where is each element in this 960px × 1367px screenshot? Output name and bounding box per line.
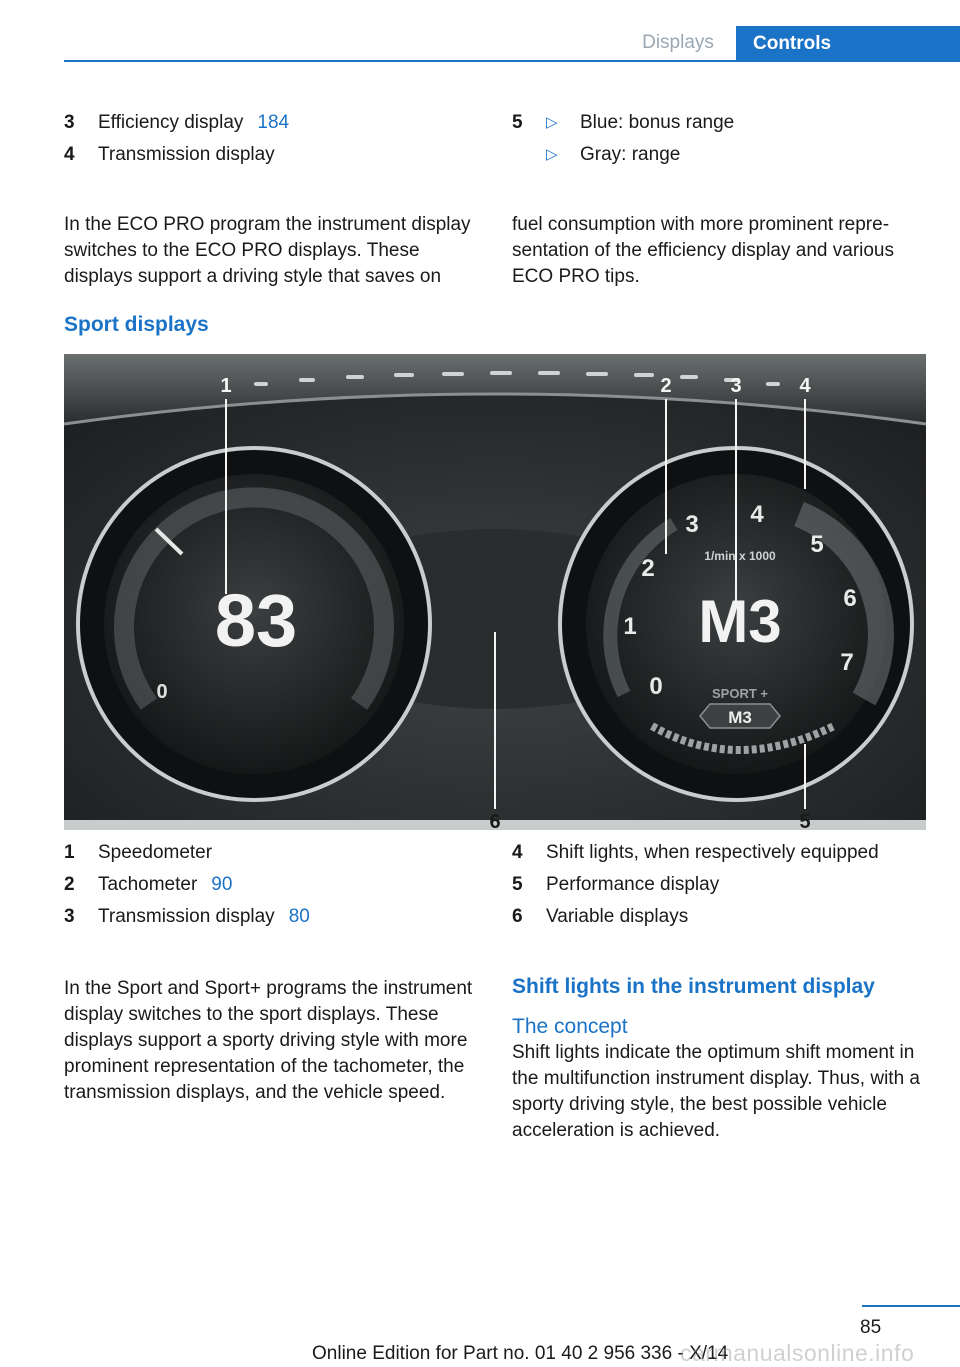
instrument-cluster-figure <box>64 354 926 830</box>
top-list-left <box>64 110 484 174</box>
page-ref-link[interactable]: 184 <box>257 112 290 133</box>
item-label: Gray: range <box>580 144 681 165</box>
callout-label: 6 <box>489 811 501 830</box>
list-item <box>64 872 484 904</box>
tacho-number: 6 <box>843 585 857 612</box>
eco-text-right: fuel consumption with more prominent representation of the efficiency display and various ECO PRO tips. <box>512 214 894 287</box>
legend-right <box>512 840 932 936</box>
speedo-zero-label: 0 <box>156 681 168 703</box>
list-item <box>64 840 484 872</box>
item-number: 5 <box>512 874 523 895</box>
list-item <box>64 142 484 174</box>
speedometer-dial <box>78 448 430 800</box>
triangle-bullet-icon: ▷ <box>546 114 558 131</box>
list-item <box>512 904 932 936</box>
tab-displays[interactable]: Displays <box>642 32 714 53</box>
sport-displays-heading: Sport displays <box>64 313 209 336</box>
list-item <box>512 872 932 904</box>
sport-text: In the Sport and Sport+ programs the instrument display switches to the sport displays. These displays support a sporty driving style with more prominent representation of the tachometer, the transmission displays, and the vehicle speed. <box>64 978 473 1103</box>
concept-heading: The concept <box>512 1015 628 1038</box>
page-number: 85 <box>860 1317 882 1338</box>
watermark: carmanualsonline.info <box>680 1340 915 1366</box>
footer-rule <box>862 1305 960 1307</box>
item-label: Performance display <box>546 874 720 895</box>
gear-value: M3 <box>698 588 782 655</box>
page-ref-link[interactable]: 80 <box>288 906 310 927</box>
tacho-number: 4 <box>750 501 764 528</box>
tacho-number: 3 <box>685 511 699 538</box>
list-item <box>512 110 932 142</box>
top-list-right <box>512 110 932 174</box>
callout-label: 3 <box>730 375 742 397</box>
tacho-number: 5 <box>810 531 824 558</box>
tacho-unit: 1/min x 1000 <box>704 549 776 563</box>
list-item <box>64 110 484 142</box>
item-number: 3 <box>64 112 75 133</box>
mode-label: SPORT + <box>712 686 768 701</box>
item-number: 4 <box>64 144 75 165</box>
item-label: Efficiency display <box>98 112 244 133</box>
callout-label: 1 <box>220 375 232 397</box>
callout-label: 5 <box>799 811 811 830</box>
tab-controls[interactable]: Controls <box>736 26 960 62</box>
list-item <box>512 142 932 174</box>
tacho-number: 0 <box>649 673 663 700</box>
edition-line: Online Edition for Part no. 01 40 2 956 336 - X/14 <box>312 1343 729 1364</box>
eco-text-left: In the ECO PRO program the instrument display switches to the ECO PRO displays. These displays support a driving style that saves on <box>64 214 471 287</box>
concept-text: Shift lights indicate the optimum shift moment in the multifunction instrument display. Thus, with a sporty driving style, the best possible vehicle acceleration is achieved. <box>512 1042 920 1141</box>
list-item <box>512 840 932 872</box>
item-label: Speedometer <box>98 842 213 863</box>
triangle-bullet-icon: ▷ <box>546 146 558 163</box>
tacho-number: 1 <box>623 613 637 640</box>
callout-label: 2 <box>660 375 672 397</box>
callout-label: 4 <box>799 375 811 397</box>
shift-lights-heading: Shift lights in the instrument display <box>512 975 875 998</box>
page-ref-link[interactable]: 90 <box>211 874 233 895</box>
item-number: 6 <box>512 906 523 927</box>
item-number: 3 <box>64 906 75 927</box>
item-number: 1 <box>64 842 75 863</box>
shift-lights-section <box>512 974 932 1144</box>
item-label: Transmission display <box>98 144 275 165</box>
list-item <box>64 904 484 936</box>
item-label: Blue: bonus range <box>580 112 735 133</box>
item-number: 4 <box>512 842 523 863</box>
item-label: Shift lights, when respectively equipped <box>546 842 879 863</box>
item-label: Tachometer <box>98 874 198 895</box>
tacho-number: 2 <box>641 555 655 582</box>
mode-gear: M3 <box>728 708 752 727</box>
legend-left <box>64 840 484 936</box>
item-number: 5 <box>512 112 523 133</box>
item-label: Transmission display <box>98 906 275 927</box>
header-rule <box>64 60 960 62</box>
item-number: 2 <box>64 874 75 895</box>
item-label: Variable displays <box>546 906 689 927</box>
tacho-number: 7 <box>840 649 854 676</box>
speed-value: 83 <box>214 579 298 662</box>
